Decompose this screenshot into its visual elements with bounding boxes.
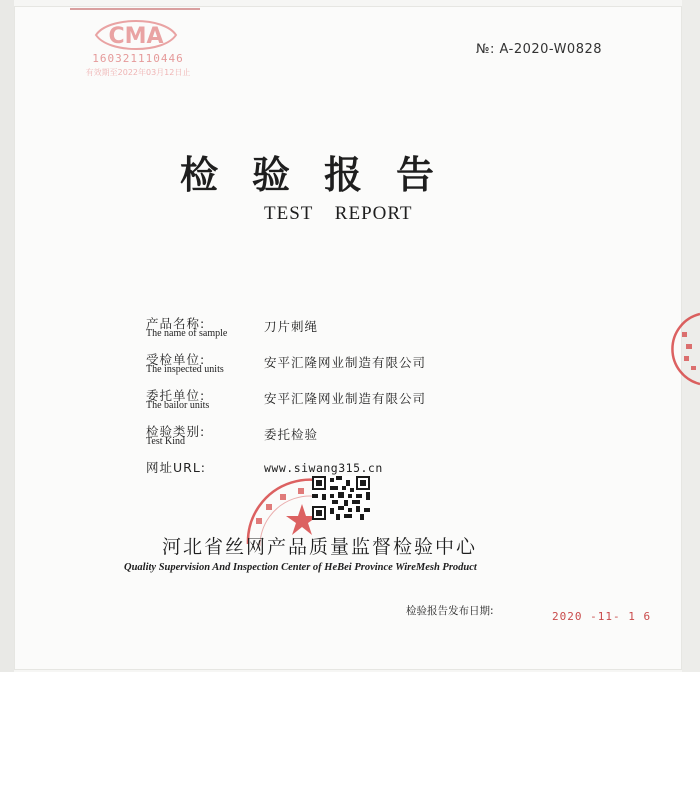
report-fields (146, 314, 566, 494)
qr-code-icon[interactable] (312, 476, 370, 520)
field-label-cn: 受检单位: (146, 352, 206, 367)
field-label-en: The bailor units (146, 400, 210, 411)
field-value: 委托检验 (264, 427, 319, 442)
cma-logo-icon (90, 18, 182, 52)
scan-edge-left (0, 0, 14, 672)
partial-stamp-icon (664, 312, 700, 386)
field-value: 刀片刺绳 (264, 319, 319, 334)
cma-logo-text: CMA (108, 24, 164, 49)
field-label-cn: 产品名称: (146, 316, 206, 331)
field-inspected-unit (146, 350, 566, 386)
issuer-name-english: Quality Supervision And Inspection Center of HeBei Province WireMesh Product (124, 562, 477, 573)
field-label-cn: 网址URL: (146, 460, 207, 475)
cma-certification-mark (78, 18, 198, 82)
field-bailor-unit (146, 386, 566, 422)
title-chinese: 检验报告 (180, 153, 469, 197)
issuer-name-chinese: 河北省丝网产品质量监督检验中心 (162, 536, 478, 558)
field-label-en: The name of sample (146, 328, 228, 339)
title-english: TEST REPORT (264, 203, 413, 224)
field-test-kind (146, 422, 566, 458)
report-number: №: A-2020-W0828 (476, 42, 603, 57)
top-red-line (70, 8, 200, 10)
field-label-cn: 检验类别: (146, 424, 206, 439)
issue-date-value: 2020 -11- 1 6 (552, 610, 652, 623)
field-sample-name (146, 314, 566, 350)
field-label-en: The inspected units (146, 364, 224, 375)
field-value: 安平汇隆网业制造有限公司 (264, 391, 427, 406)
cma-code: 160321110446 (92, 52, 184, 65)
issue-date-label: 检验报告发布日期: (406, 605, 494, 617)
cma-validity: 有效期至2022年03月12日止 (85, 68, 191, 77)
field-label-en: Test Kind (146, 436, 186, 447)
field-label-cn: 委托单位: (146, 388, 206, 403)
field-value-url[interactable]: www.siwang315.cn (264, 461, 383, 475)
field-value: 安平汇隆网业制造有限公司 (264, 355, 427, 370)
